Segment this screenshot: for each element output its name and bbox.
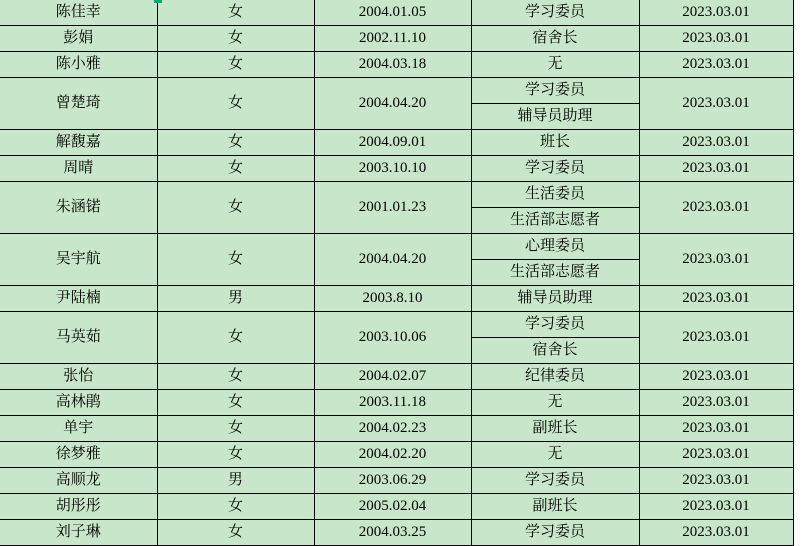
table-row	[0, 129, 793, 155]
table-row	[0, 181, 793, 207]
table-row	[0, 467, 793, 493]
cell-join-date[interactable]: 2023.03.01	[639, 415, 793, 441]
cell-birthdate[interactable]: 2001.01.23	[314, 181, 471, 233]
table-row	[0, 519, 793, 545]
cell-student-name[interactable]: 彭娟	[0, 25, 157, 51]
cell-birthdate[interactable]: 2004.04.20	[314, 233, 471, 285]
collaborator-cursor-marker	[154, 0, 162, 3]
table-row	[0, 311, 793, 337]
cell-student-name[interactable]: 吴宇航	[0, 233, 157, 285]
cell-role[interactable]: 生活部志愿者	[471, 207, 639, 233]
cell-role[interactable]: 宿舍长	[471, 337, 639, 363]
cell-student-name[interactable]: 解馥嘉	[0, 129, 157, 155]
cell-join-date[interactable]: 2023.03.01	[639, 519, 793, 545]
cell-student-name[interactable]: 高林鹃	[0, 389, 157, 415]
cell-join-date[interactable]: 2023.03.01	[639, 77, 793, 129]
cell-student-name[interactable]: 陈小雅	[0, 51, 157, 77]
cell-student-name[interactable]: 朱涵锘	[0, 181, 157, 233]
cell-birthdate[interactable]: 2004.02.23	[314, 415, 471, 441]
cell-student-name[interactable]: 周晴	[0, 155, 157, 181]
cell-role[interactable]: 学习委员	[471, 519, 639, 545]
cell-join-date[interactable]: 2023.03.01	[639, 285, 793, 311]
table-row	[0, 441, 793, 467]
table-row	[0, 25, 793, 51]
cell-gender[interactable]: 女	[157, 129, 314, 155]
table-row	[0, 415, 793, 441]
cell-gender[interactable]: 女	[157, 25, 314, 51]
cell-join-date[interactable]: 2023.03.01	[639, 493, 793, 519]
cell-student-name[interactable]: 徐梦雅	[0, 441, 157, 467]
cell-join-date[interactable]: 2023.03.01	[639, 0, 793, 25]
cell-birthdate[interactable]: 2002.11.10	[314, 25, 471, 51]
cell-birthdate[interactable]: 2004.01.05	[314, 0, 471, 25]
table-row	[0, 77, 793, 103]
cell-role[interactable]: 学习委员	[471, 77, 639, 103]
cell-student-name[interactable]: 胡彤彤	[0, 493, 157, 519]
cell-join-date[interactable]: 2023.03.01	[639, 51, 793, 77]
cell-role[interactable]: 辅导员助理	[471, 285, 639, 311]
cell-join-date[interactable]: 2023.03.01	[639, 389, 793, 415]
cell-gender[interactable]: 女	[157, 0, 314, 25]
cell-gender[interactable]: 女	[157, 441, 314, 467]
table-row	[0, 285, 793, 311]
cell-join-date[interactable]: 2023.03.01	[639, 233, 793, 285]
table-row	[0, 363, 793, 389]
cell-gender[interactable]: 女	[157, 51, 314, 77]
cell-role[interactable]: 心理委员	[471, 233, 639, 259]
cell-gender[interactable]: 女	[157, 415, 314, 441]
table-row	[0, 0, 793, 25]
cell-role[interactable]: 生活委员	[471, 181, 639, 207]
cell-birthdate[interactable]: 2003.06.29	[314, 467, 471, 493]
cell-role[interactable]: 无	[471, 441, 639, 467]
cell-birthdate[interactable]: 2004.02.20	[314, 441, 471, 467]
cell-join-date[interactable]: 2023.03.01	[639, 129, 793, 155]
cell-student-name[interactable]: 陈佳幸	[0, 0, 157, 25]
cell-gender[interactable]: 女	[157, 233, 314, 285]
cell-role[interactable]: 无	[471, 389, 639, 415]
cell-birthdate[interactable]: 2003.10.10	[314, 155, 471, 181]
cell-join-date[interactable]: 2023.03.01	[639, 155, 793, 181]
cell-gender[interactable]: 女	[157, 181, 314, 233]
cell-gender[interactable]: 女	[157, 493, 314, 519]
cell-gender[interactable]: 女	[157, 363, 314, 389]
cell-student-name[interactable]: 张怡	[0, 363, 157, 389]
cell-student-name[interactable]: 尹陆楠	[0, 285, 157, 311]
cell-join-date[interactable]: 2023.03.01	[639, 25, 793, 51]
cell-gender[interactable]: 男	[157, 467, 314, 493]
table-row	[0, 493, 793, 519]
cell-birthdate[interactable]: 2004.03.25	[314, 519, 471, 545]
cell-role[interactable]: 辅导员助理	[471, 103, 639, 129]
cell-student-name[interactable]: 曾楚琦	[0, 77, 157, 129]
cell-gender[interactable]: 女	[157, 519, 314, 545]
table-row	[0, 389, 793, 415]
cell-birthdate[interactable]: 2003.8.10	[314, 285, 471, 311]
cell-birthdate[interactable]: 2004.03.18	[314, 51, 471, 77]
cell-student-name[interactable]: 刘子琳	[0, 519, 157, 545]
cell-birthdate[interactable]: 2005.02.04	[314, 493, 471, 519]
cell-role[interactable]: 无	[471, 51, 639, 77]
cell-role[interactable]: 班长	[471, 129, 639, 155]
cell-role[interactable]: 纪律委员	[471, 363, 639, 389]
cell-gender[interactable]: 女	[157, 389, 314, 415]
cell-role[interactable]: 学习委员	[471, 155, 639, 181]
cell-gender[interactable]: 男	[157, 285, 314, 311]
cell-student-name[interactable]: 马英茹	[0, 311, 157, 363]
cell-role[interactable]: 生活部志愿者	[471, 259, 639, 285]
cell-role[interactable]: 副班长	[471, 415, 639, 441]
cell-student-name[interactable]: 单宇	[0, 415, 157, 441]
cell-role[interactable]: 学习委员	[471, 311, 639, 337]
cell-join-date[interactable]: 2023.03.01	[639, 363, 793, 389]
cell-birthdate[interactable]: 2004.04.20	[314, 77, 471, 129]
cell-birthdate[interactable]: 2003.10.06	[314, 311, 471, 363]
cell-join-date[interactable]: 2023.03.01	[639, 467, 793, 493]
cell-role[interactable]: 学习委员	[471, 0, 639, 25]
cell-role[interactable]: 学习委员	[471, 467, 639, 493]
table-row	[0, 233, 793, 259]
cell-gender[interactable]: 女	[157, 77, 314, 129]
cell-birthdate[interactable]: 2004.02.07	[314, 363, 471, 389]
cell-gender[interactable]: 女	[157, 155, 314, 181]
cell-join-date[interactable]: 2023.03.01	[639, 181, 793, 233]
table-row	[0, 155, 793, 181]
cell-student-name[interactable]: 高顺龙	[0, 467, 157, 493]
cell-birthdate[interactable]: 2003.11.18	[314, 389, 471, 415]
cell-gender[interactable]: 女	[157, 311, 314, 363]
cell-birthdate[interactable]: 2004.09.01	[314, 129, 471, 155]
cell-join-date[interactable]: 2023.03.01	[639, 441, 793, 467]
cell-role[interactable]: 副班长	[471, 493, 639, 519]
cell-join-date[interactable]: 2023.03.01	[639, 311, 793, 363]
table-row	[0, 51, 793, 77]
cell-role[interactable]: 宿舍长	[471, 25, 639, 51]
